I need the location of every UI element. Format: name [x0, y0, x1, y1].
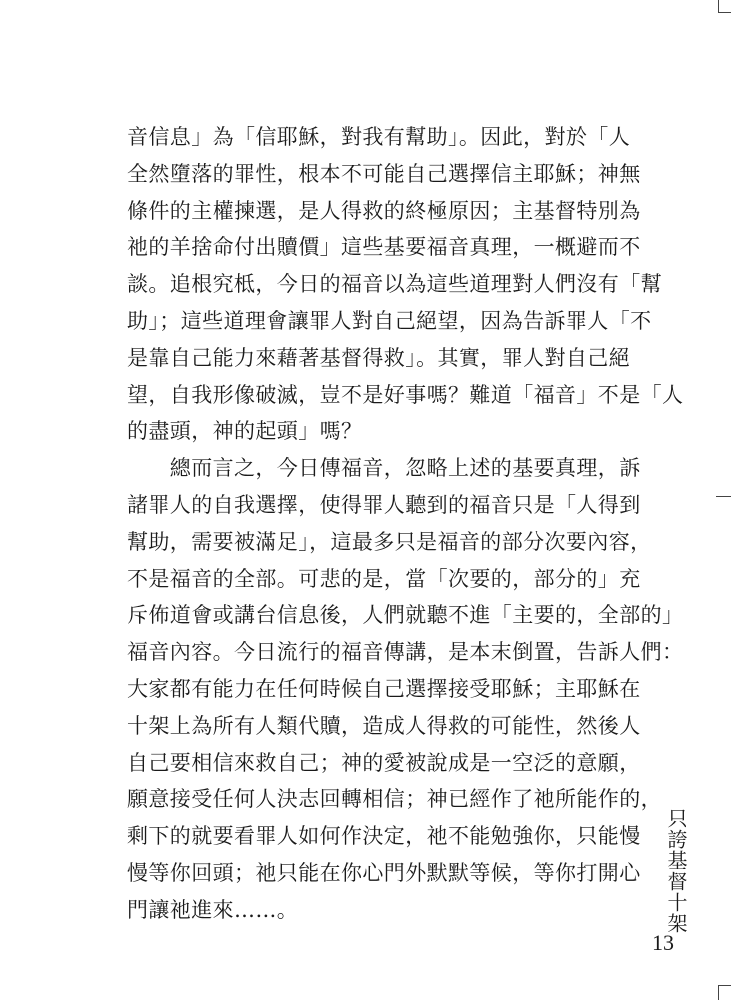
text-line: 的盡頭，神的起頭」嗎？	[127, 419, 363, 444]
text-line: 祂的羊捨命付出贖價」這些基要福音真理，一概避而不	[127, 235, 641, 260]
crop-mark-top	[718, 0, 719, 12]
text-line: 幫助，需要被滿足」，這最多只是福音的部分次要內容，	[127, 529, 652, 554]
crop-mark-top	[718, 12, 731, 13]
crop-mark-bottom	[718, 985, 719, 1000]
text-line: 斥佈道會或講台信息後，人們就聽不進「主要的，全部的」	[127, 603, 684, 628]
text-line: 自己要相信來救自己；神的愛被說成是一空泛的意願，	[127, 750, 641, 775]
crop-mark-middle	[716, 496, 731, 497]
text-line: 望，自我形像破滅，豈不是好事嗎？難道「福音」不是「人	[127, 382, 684, 407]
text-line: 是靠自己能力來藉著基督得救」。其實，罪人對自己絕	[127, 345, 631, 370]
text-line: 音信息」為「信耶穌，對我有幫助」。因此，對於「人	[127, 125, 631, 149]
text-line: 願意接受任何人決志回轉相信；神已經作了祂所能作的，	[127, 787, 662, 812]
text-line: 不是福音的全部。可悲的是，當「次要的，部分的」充	[127, 566, 641, 591]
text-line: 十架上為所有人類代贖，造成人得救的可能性，然後人	[127, 713, 641, 738]
text-line: 談。追根究柢，今日的福音以為這些道理對人們沒有「幫	[127, 272, 662, 297]
page-number: 13	[652, 930, 674, 955]
text-line: 全然墮落的罪性，根本不可能自己選擇信主耶穌；神無	[127, 161, 641, 186]
text-line: 大家都有能力在任何時候自己選擇接受耶穌；主耶穌在	[127, 676, 641, 701]
text-line: 福音內容。今日流行的福音傳講，是本末倒置，告訴人們：	[127, 640, 684, 665]
text-line: 慢等你回頭；祂只能在你心門外默默等候，等你打開心	[127, 860, 641, 885]
crop-mark-bottom	[718, 985, 731, 986]
running-title: 只誇基督十架	[664, 808, 688, 934]
text-line: 門讓祂進來……。	[127, 897, 299, 922]
text-line: 諸罪人的自我選擇，使得罪人聽到的福音只是「人得到	[127, 492, 641, 517]
text-line: 剩下的就要看罪人如何作決定，祂不能勉強你，只能慢	[127, 824, 641, 849]
text-line: 總而言之，今日傳福音，忽略上述的基要真理，訴	[127, 456, 641, 481]
text-line: 條件的主權揀選，是人得救的終極原因；主基督特別為	[127, 198, 641, 223]
text-line: 助」；這些道理會讓罪人對自己絕望，因為告訴罪人「不	[127, 308, 652, 333]
